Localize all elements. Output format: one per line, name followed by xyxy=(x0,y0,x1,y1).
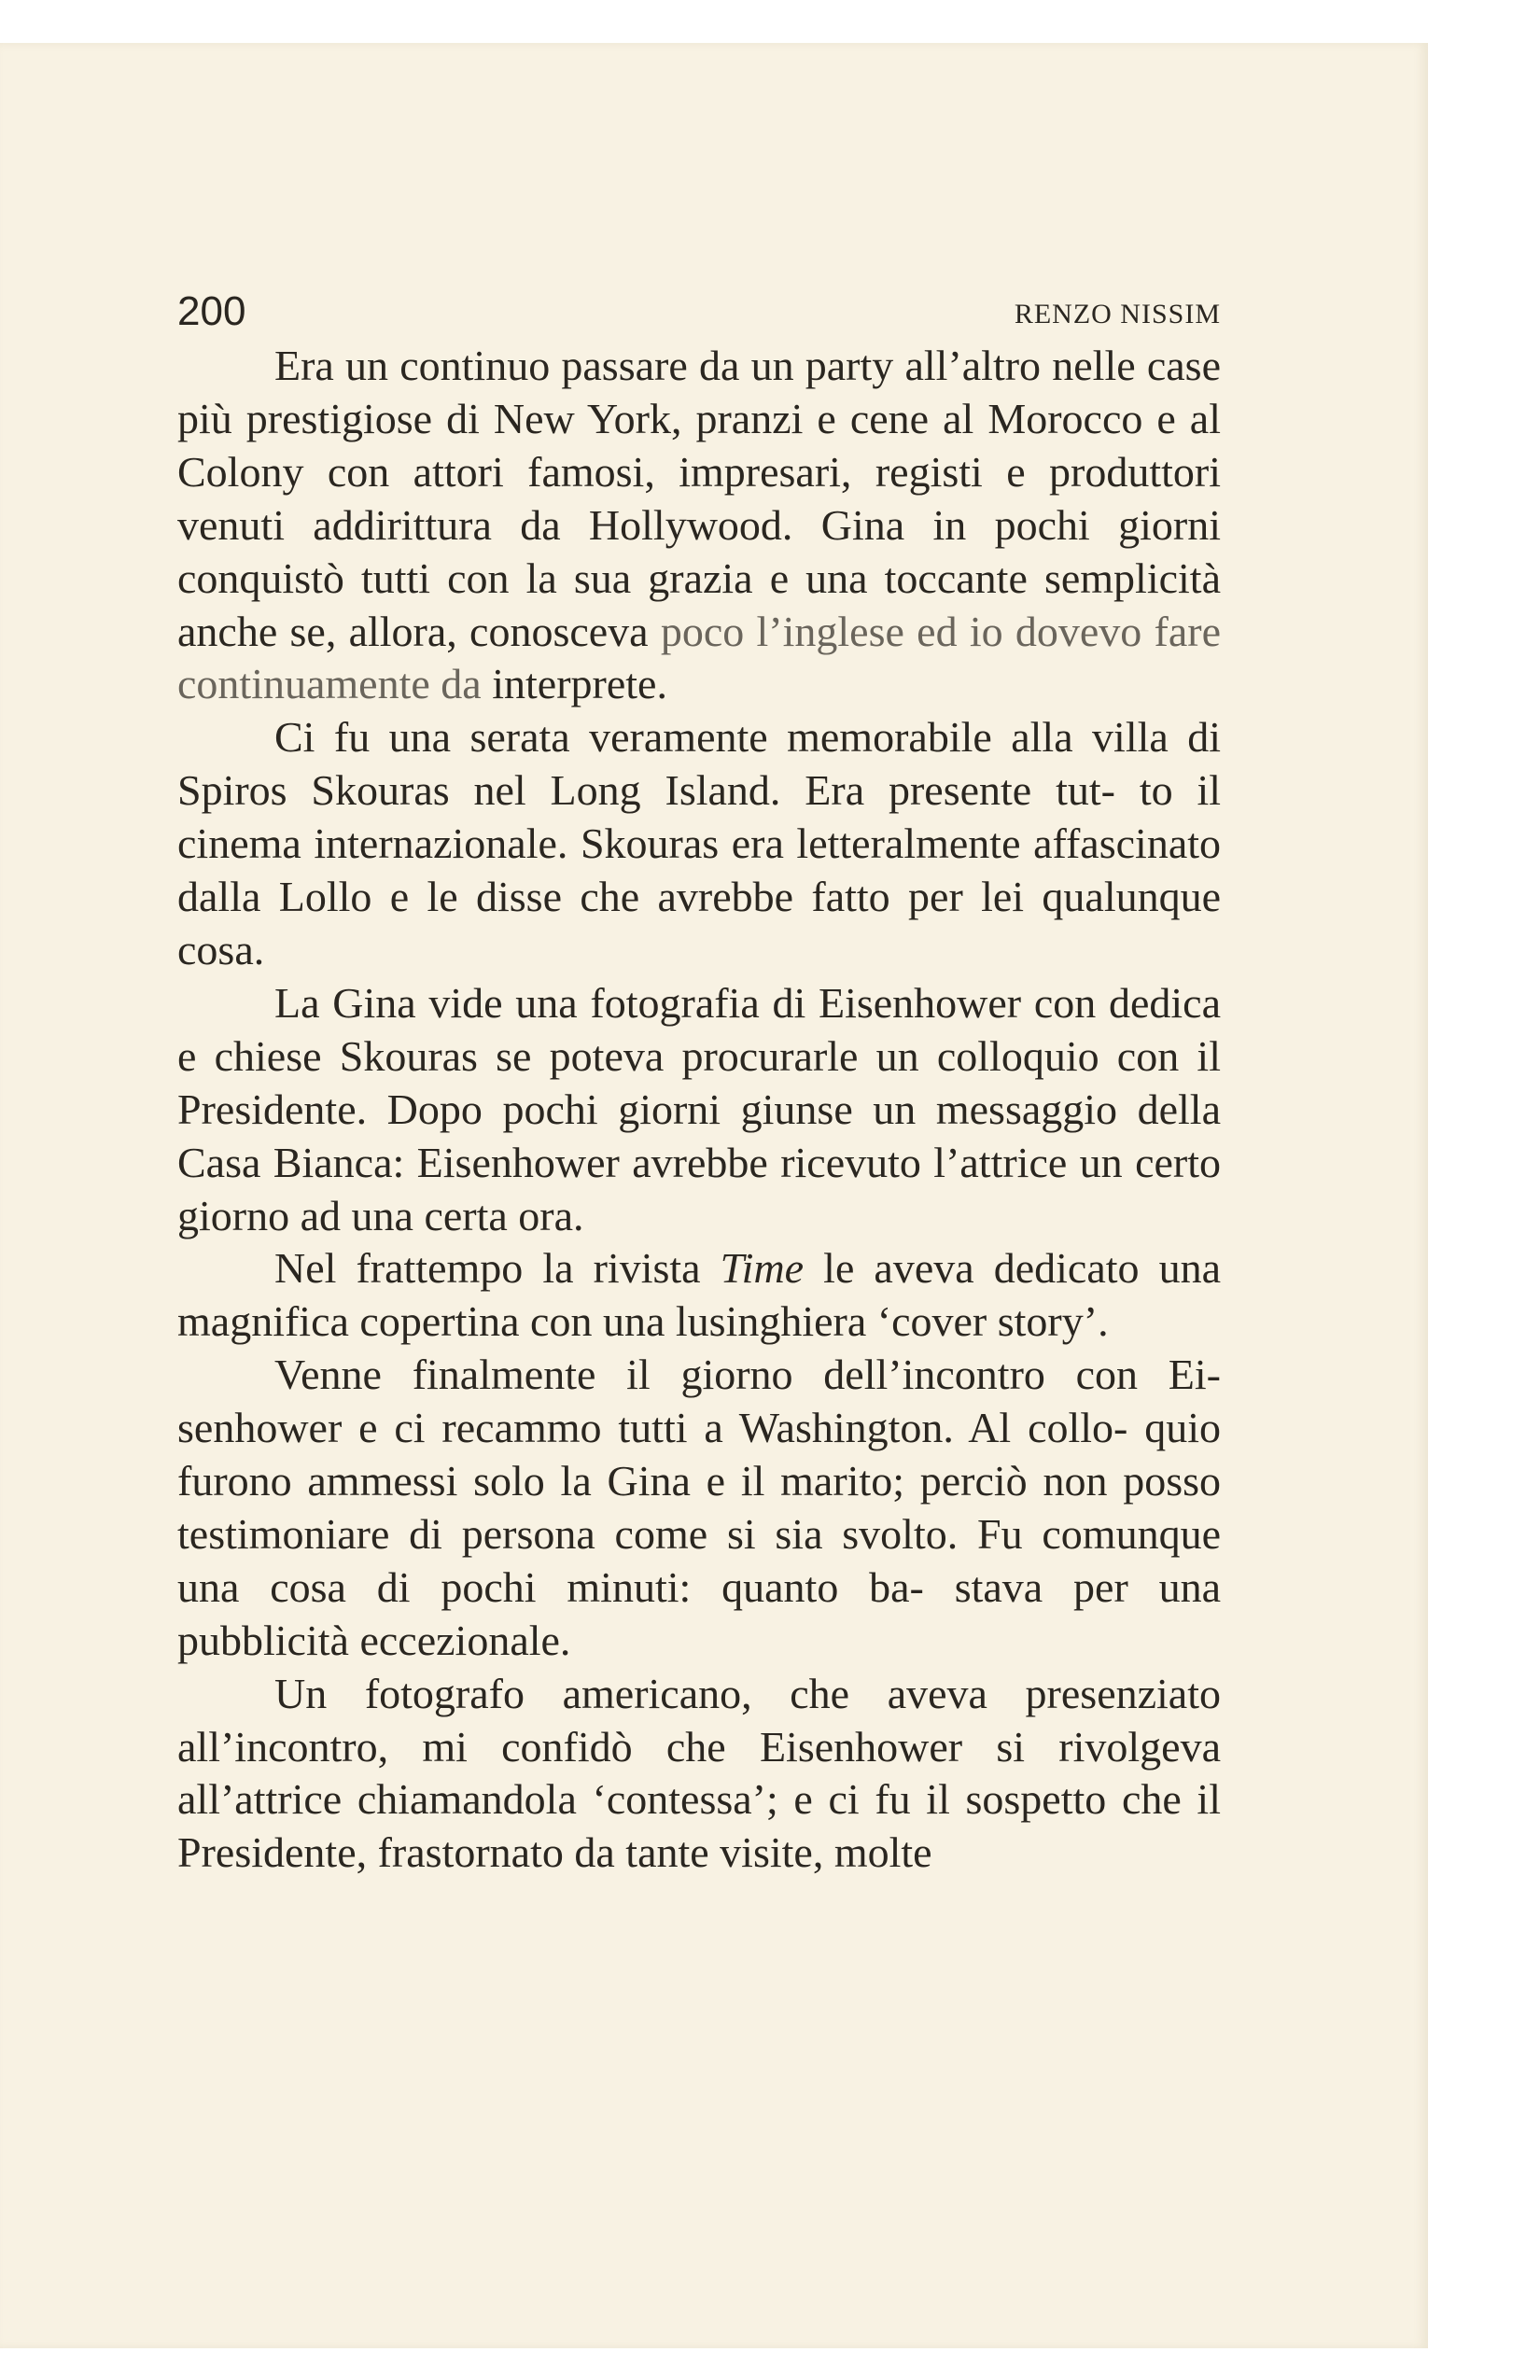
paragraph xyxy=(177,1668,1221,1881)
text-line: poco l’inglese ed io dovevo fare continuamente da xyxy=(177,607,1221,708)
text-fragment: le aveva dedicato xyxy=(823,1244,1140,1293)
page-number: 200 xyxy=(177,288,246,334)
text-line: registi e produttori venuti addirittura da Hollywood. xyxy=(177,447,1222,549)
text-line: non posso testimoniare di persona come si sia svolto. xyxy=(177,1457,1221,1558)
text-line: che il Presidente, frastornato da tante visite, molte xyxy=(177,1775,1221,1877)
paragraph xyxy=(177,340,1221,711)
magazine-title: Time xyxy=(720,1244,805,1293)
text-line: colloquio con il Presidente. Dopo pochi giorni xyxy=(177,1031,1221,1133)
text-line: dedica e chiese Skouras se poteva procurarle un xyxy=(177,978,1221,1080)
text-line: e una toccante semplicità anche se, allora, conosceva xyxy=(177,553,1221,655)
text-line: Fu comunque una cosa di pochi minuti: quanto ba- xyxy=(177,1509,1222,1611)
text-line: to il cinema internazionale. Skouras era letteralmente xyxy=(177,766,1222,868)
text-line: certa ora. xyxy=(424,1191,584,1239)
text-line: Ci fu una serata veramente memorabile alla villa xyxy=(274,713,1169,762)
text-line: Gina in pochi giorni conquistò tutti con la sua grazia xyxy=(177,500,1221,602)
text-line: stava per una pubblicità eccezionale. xyxy=(177,1562,1222,1664)
text-line: quio furono ammessi solo la Gina e il marito; perciò xyxy=(177,1404,1221,1505)
running-head: RENZO NISSIM xyxy=(1014,299,1221,329)
text-line: di Spiros Skouras nel Long Island. Era presente tut- xyxy=(177,713,1221,815)
text-line: giunse un messaggio della Casa Bianca: Eisenhower xyxy=(177,1085,1221,1186)
paragraph xyxy=(177,1349,1221,1667)
text-fragment: Nel frattempo la rivista xyxy=(274,1244,701,1293)
text-line: Venne finalmente il giorno dell’incontro con Ei- xyxy=(274,1351,1221,1399)
text-line: nelle case più prestigiose di New York, pranzi e cene xyxy=(177,342,1222,442)
text-line: per lei qualunque cosa. xyxy=(177,873,1222,973)
text-line: affascinato dalla Lollo e le disse che avrebbe fatto xyxy=(177,819,1222,921)
paragraph xyxy=(177,1242,1221,1349)
text-line: story’. xyxy=(997,1297,1109,1346)
body-text xyxy=(177,340,1221,1880)
text-line: La Gina vide una fotografia di Eisenhower con xyxy=(274,978,1097,1027)
text-line: all’incontro, mi confidò che Eisenhower si rivolgeva xyxy=(177,1722,1221,1771)
text-line: interprete. xyxy=(492,660,667,708)
text-line: una magnifica copertina con una lusinghiera ‘cover xyxy=(177,1244,1222,1346)
page-header xyxy=(177,284,1221,340)
text-line: Un fotografo americano, che aveva presenziato xyxy=(274,1669,1221,1717)
text-line: all’attrice chiamandola ‘contessa’; e ci fu il sospetto xyxy=(177,1775,1107,1824)
paragraph xyxy=(177,711,1221,977)
text-line: avrebbe ricevuto l’attrice un certo giorno ad una xyxy=(177,1138,1222,1239)
paragraph xyxy=(177,977,1221,1243)
text-line: al Morocco e al Colony con attori famosi, impresari, xyxy=(177,394,1221,496)
text-line: Era un continuo passare da un party all’altro xyxy=(274,342,1042,389)
text-line: senhower e ci recammo tutti a Washington. Al collo- xyxy=(177,1404,1128,1452)
